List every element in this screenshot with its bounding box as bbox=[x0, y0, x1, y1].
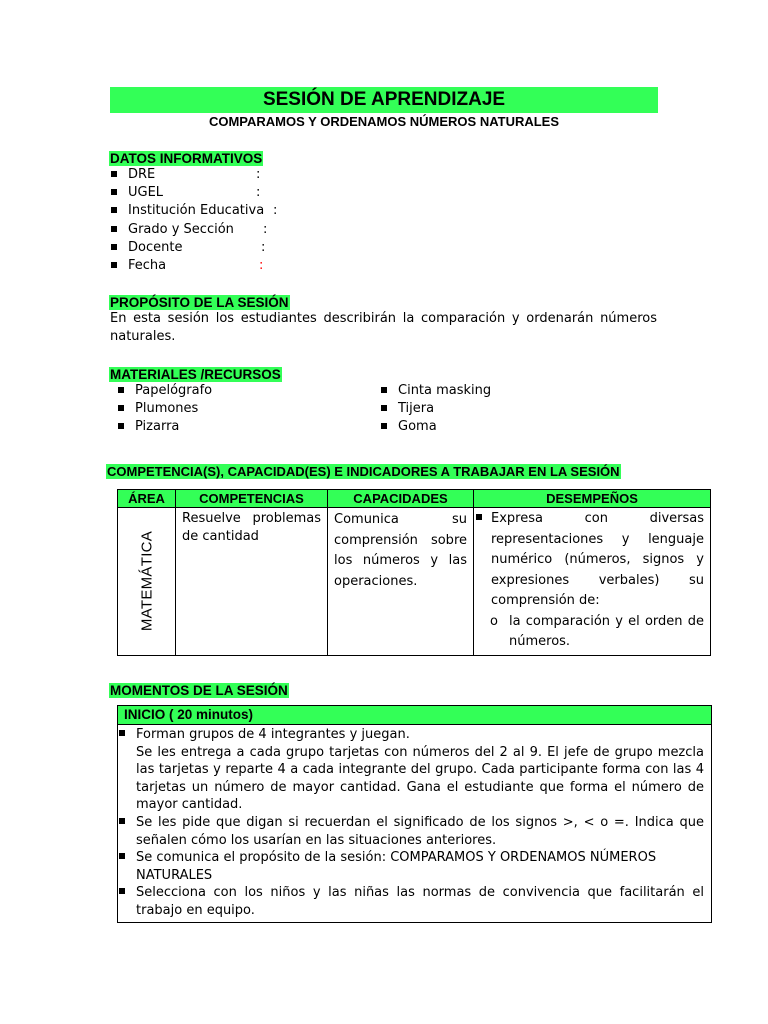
bullet-icon bbox=[111, 171, 117, 177]
cell-competencia: Resuelve problemas de cantidad bbox=[176, 508, 328, 656]
datos-item-fecha: Fecha : bbox=[128, 257, 428, 275]
datos-item-institucion: Institución Educativa : bbox=[128, 202, 428, 220]
bullet-icon bbox=[111, 262, 117, 268]
desempeno-sub: la comparación y el orden de números. bbox=[509, 613, 704, 649]
datos-section bbox=[109, 148, 263, 167]
bullet-icon bbox=[111, 226, 117, 232]
document-title: SESIÓN DE APRENDIZAJE bbox=[110, 87, 658, 113]
proposito-section bbox=[109, 292, 290, 311]
bullet-icon bbox=[111, 189, 117, 195]
desempeno-main: Expresa con diversas representaciones y lenguaje numérico (números, signos y expresiones verbales) su comprensión de: bbox=[491, 511, 704, 608]
datos-item-ugel: UGEL : bbox=[128, 184, 428, 202]
bullet-icon bbox=[111, 244, 117, 250]
datos-item-grado: Grado y Sección : bbox=[128, 221, 428, 239]
header-capacidades: CAPACIDADES bbox=[328, 490, 474, 508]
material-item: Papelógrafo bbox=[135, 382, 335, 400]
materiales-list-right bbox=[398, 382, 598, 437]
bullet-icon bbox=[119, 853, 125, 859]
bullet-icon bbox=[381, 387, 387, 393]
material-item: Goma bbox=[398, 418, 598, 436]
inicio-box bbox=[117, 705, 712, 923]
bullet-icon bbox=[119, 818, 125, 824]
inicio-item-cont: Se les entrega a cada grupo tarjetas con números del 2 al 9. El jefe de grupo mezcla las tarjetas y reparte 4 a cada integrante del grupo. Cada participante forma con las 4 tarjetas un número de mayor cantidad. Gana el estudiante que forma el número de mayor cantidad. bbox=[136, 744, 704, 813]
document-subtitle: COMPARAMOS Y ORDENAMOS NÚMEROS NATURALES bbox=[208, 114, 560, 129]
inicio-list bbox=[136, 726, 704, 920]
bullet-icon bbox=[119, 888, 125, 894]
material-item: Pizarra bbox=[135, 418, 335, 436]
materiales-heading: MATERIALES /RECURSOS bbox=[110, 367, 281, 382]
inicio-item: Forman grupos de 4 integrantes y juegan. bbox=[136, 726, 704, 744]
bullet-icon bbox=[381, 405, 387, 411]
table-header-row bbox=[118, 490, 711, 508]
cell-desempeno bbox=[474, 508, 711, 656]
material-item: Plumones bbox=[135, 400, 335, 418]
inicio-item: Se les pide que digan si recuerdan el significado de los signos >, < o =. Indica que señalen cómo los usarían en las situaciones anteriores. bbox=[136, 814, 704, 849]
momentos-section bbox=[109, 680, 289, 699]
sub-bullet-marker: o bbox=[490, 613, 498, 629]
area-vertical-label: MATEMÁTICA bbox=[138, 531, 155, 632]
materiales-list-left bbox=[135, 382, 335, 437]
cell-area bbox=[118, 508, 176, 656]
proposito-text: En esta sesión los estudiantes describirán la comparación y ordenarán números naturales. bbox=[110, 311, 657, 344]
bullet-icon bbox=[118, 405, 124, 411]
competencias-table bbox=[117, 489, 711, 656]
inicio-item: Se comunica el propósito de la sesión: COMPARAMOS Y ORDENAMOS NÚMEROS NATURALES bbox=[136, 849, 704, 884]
material-item: Tijera bbox=[398, 400, 598, 418]
material-item: Cinta masking bbox=[398, 382, 598, 400]
bullet-icon bbox=[118, 387, 124, 393]
bullet-icon bbox=[476, 514, 482, 520]
bullet-icon bbox=[381, 423, 387, 429]
proposito-heading: PROPÓSITO DE LA SESIÓN bbox=[110, 295, 289, 310]
datos-item-docente: Docente : bbox=[128, 239, 428, 257]
datos-list bbox=[128, 166, 428, 275]
header-competencias: COMPETENCIAS bbox=[176, 490, 328, 508]
bullet-icon bbox=[118, 423, 124, 429]
table-row bbox=[118, 508, 711, 656]
header-area: ÁREA bbox=[118, 490, 176, 508]
datos-heading: DATOS INFORMATIVOS bbox=[110, 151, 263, 166]
materiales-section bbox=[109, 364, 282, 383]
competencias-heading: COMPETENCIA(S), CAPACIDAD(ES) E INDICADORES A TRABAJAR EN LA SESIÓN bbox=[107, 464, 620, 479]
bullet-icon bbox=[111, 207, 117, 213]
inicio-item: Selecciona con los niños y las niñas las normas de convivencia que facilitarán el trabajo en equipo. bbox=[136, 884, 704, 919]
cell-capacidad: Comunica su comprensión sobre los números y las operaciones. bbox=[328, 508, 474, 656]
bullet-icon bbox=[119, 730, 125, 736]
competencias-section bbox=[106, 461, 621, 480]
header-desempenos: DESEMPEÑOS bbox=[474, 490, 711, 508]
momentos-heading: MOMENTOS DE LA SESIÓN bbox=[110, 683, 288, 698]
inicio-title: INICIO ( 20 minutos) bbox=[118, 706, 711, 725]
datos-item-dre: DRE : bbox=[128, 166, 428, 184]
